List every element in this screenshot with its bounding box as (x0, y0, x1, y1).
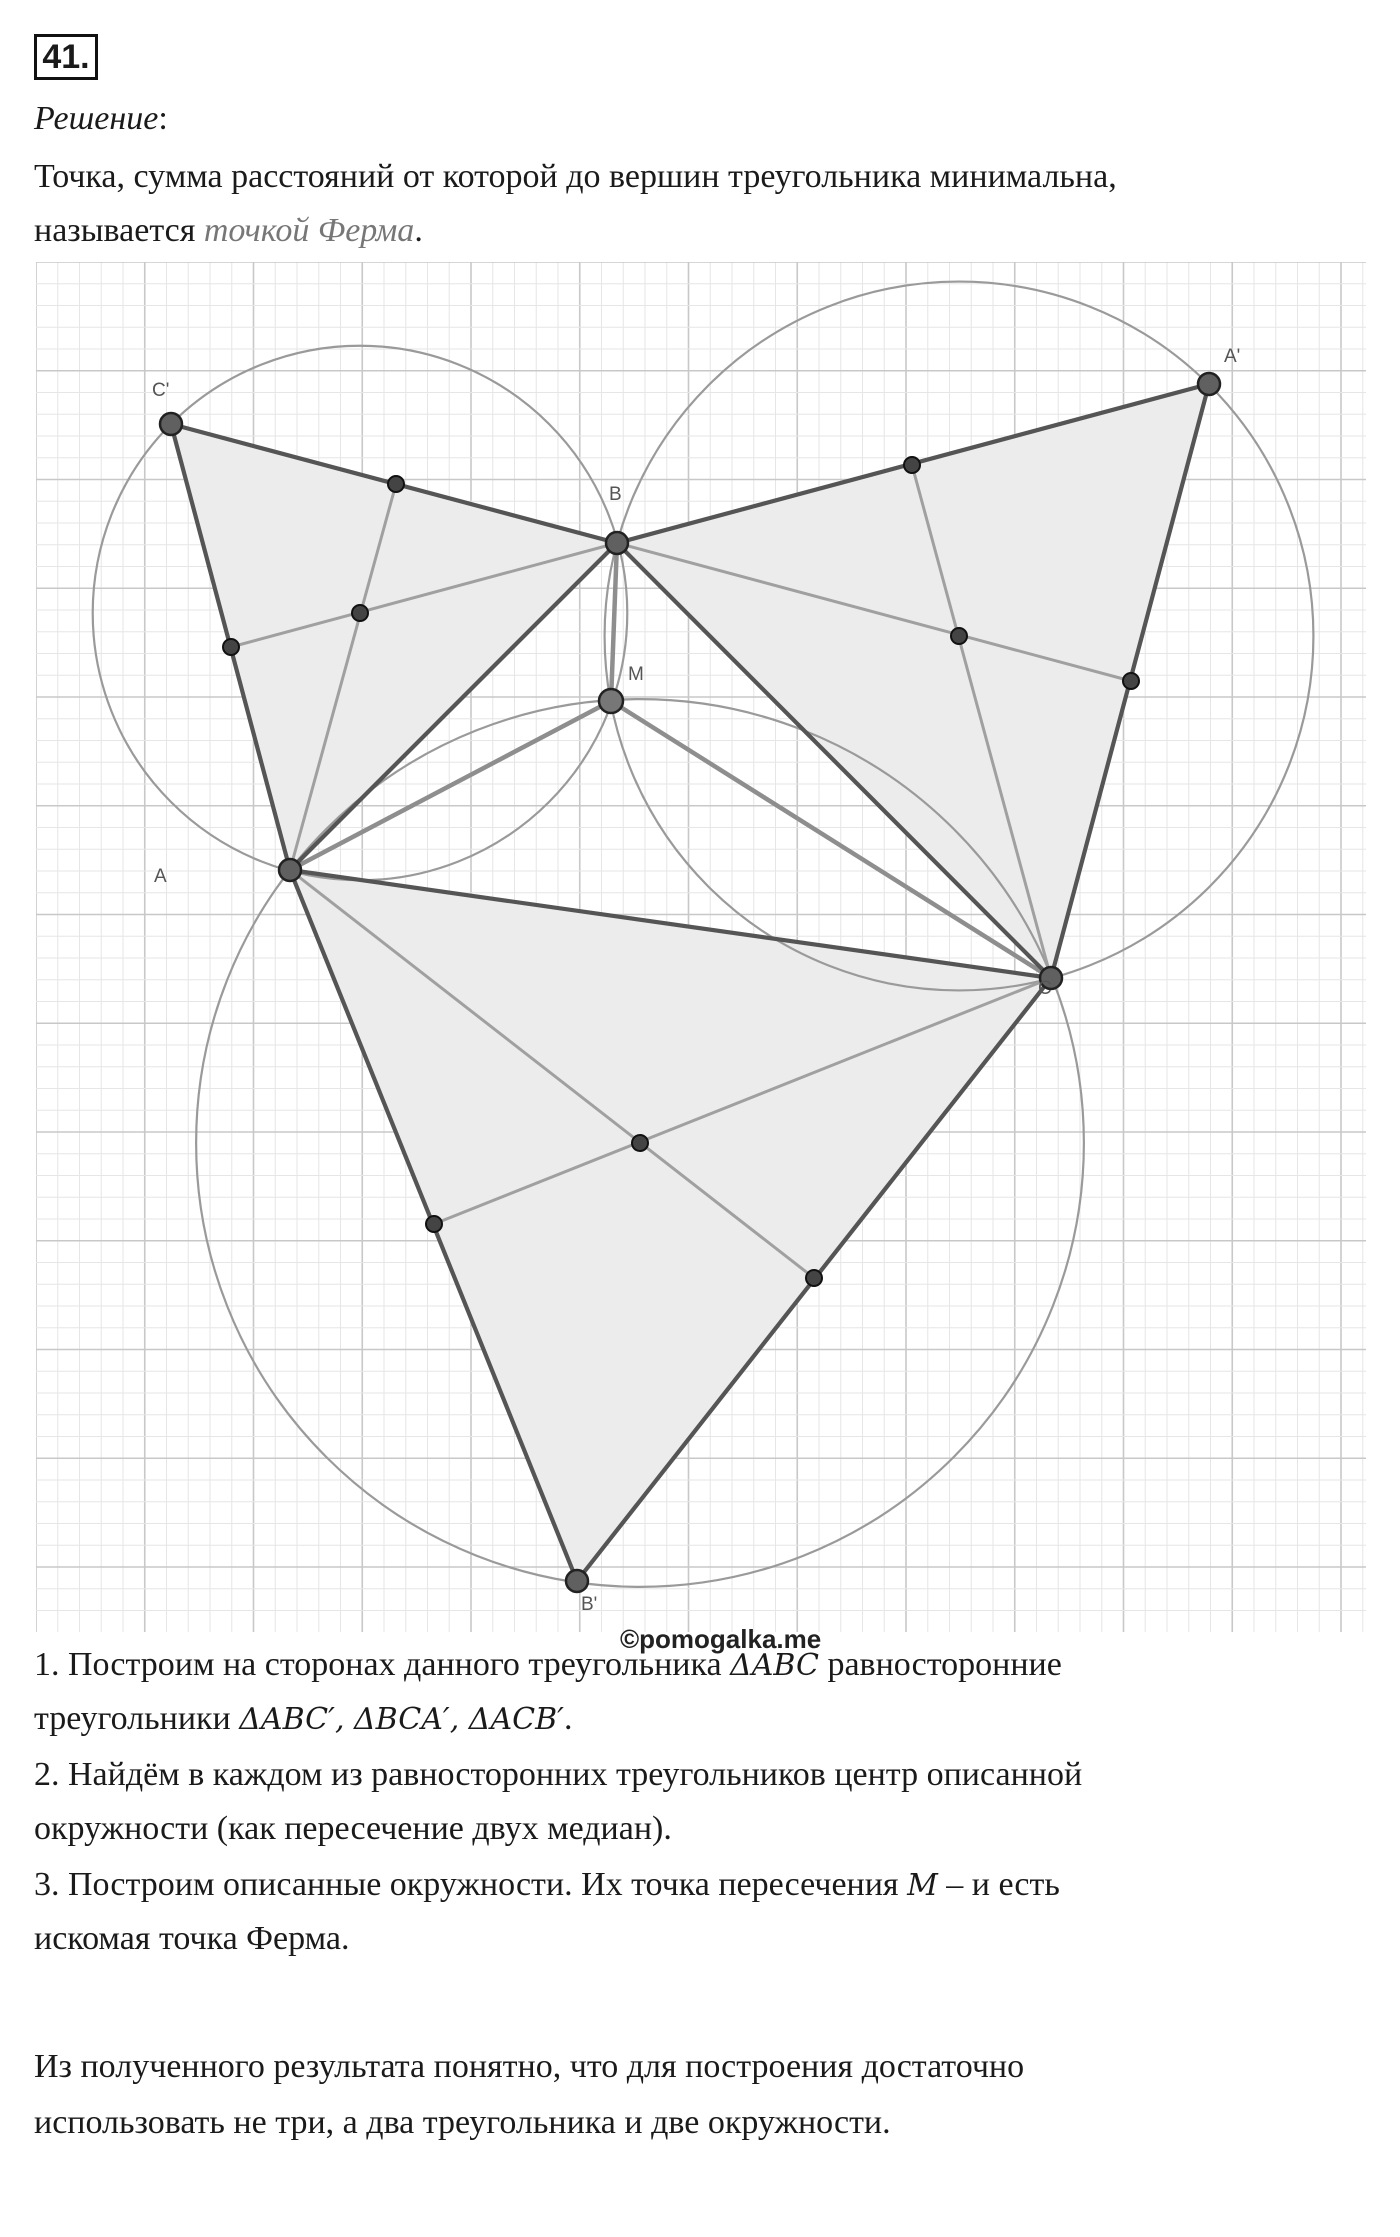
step-1-math-triangles: ΔABC′, ΔBCA′, ΔACB′ (239, 1702, 564, 1737)
label-c-prime: C' (152, 380, 170, 401)
step-1-line-2 (34, 1692, 572, 1747)
conclusion-line-1: Из полученного результата понятно, что для построения достаточно (34, 2048, 1025, 2085)
construction-point (352, 605, 368, 621)
point-a (279, 859, 301, 881)
solution-colon: : (158, 100, 168, 137)
point-b-prime (566, 1570, 588, 1592)
watermark: ©pomogalka.me (620, 1624, 822, 1654)
step-1-line-1 (34, 1638, 1062, 1693)
intro-line2-end: . (414, 212, 423, 249)
step-1-text-d: . (563, 1700, 573, 1737)
label-m: M (628, 664, 644, 685)
construction-point (632, 1135, 648, 1151)
step-3-line-1 (34, 1858, 1060, 1913)
step-1-math-abc: ΔABC (730, 1648, 819, 1683)
step-3-text-b: – и есть (937, 1866, 1060, 1903)
step-2-line-1: 2. Найдём в каждом из равносторонних треугольников центр описанной (34, 1756, 1083, 1793)
point-a-prime (1198, 373, 1220, 395)
construction-point (951, 628, 967, 644)
step-1-text-a: 1. Построим на сторонах данного треугольника (34, 1646, 731, 1683)
conclusion-line-2: использовать не три, а два треугольника и две окружности. (34, 2104, 891, 2141)
fermat-term: точкой Ферма (203, 212, 415, 249)
step-3-text-a: 3. Построим описанные окружности. Их точка пересечения (34, 1866, 908, 1903)
construction-point (904, 457, 920, 473)
construction-point (223, 639, 239, 655)
label-a-prime: A' (1224, 346, 1241, 367)
task-number: 41. (34, 34, 98, 80)
point-m (599, 689, 623, 713)
label-b-prime: B' (581, 1594, 598, 1615)
intro-line2-start: называется (34, 212, 204, 249)
step-1-text-b: равносторонние (818, 1646, 1062, 1683)
construction-point (426, 1216, 442, 1232)
construction-point (806, 1270, 822, 1286)
construction-point (388, 476, 404, 492)
step-3-math-m: M (907, 1868, 938, 1903)
point-c-prime (160, 413, 182, 435)
step-3-line-2: искомая точка Ферма. (34, 1920, 350, 1957)
label-b: B (609, 484, 622, 505)
fermat-construction-figure (36, 262, 1366, 1632)
step-2-line-2: окружности (как пересечение двух медиан). (34, 1810, 672, 1847)
label-c: C (1038, 978, 1052, 999)
label-a: A (154, 866, 167, 887)
intro-line-2 (34, 204, 423, 258)
solution-label: Решение (34, 100, 159, 137)
solution-heading (34, 92, 168, 146)
step-1-text-c: треугольники (34, 1700, 240, 1737)
construction-point (1123, 673, 1139, 689)
point-b (606, 532, 628, 554)
intro-line-1: Точка, сумма расстояний от которой до вершин треугольника минимальна, (34, 158, 1117, 195)
